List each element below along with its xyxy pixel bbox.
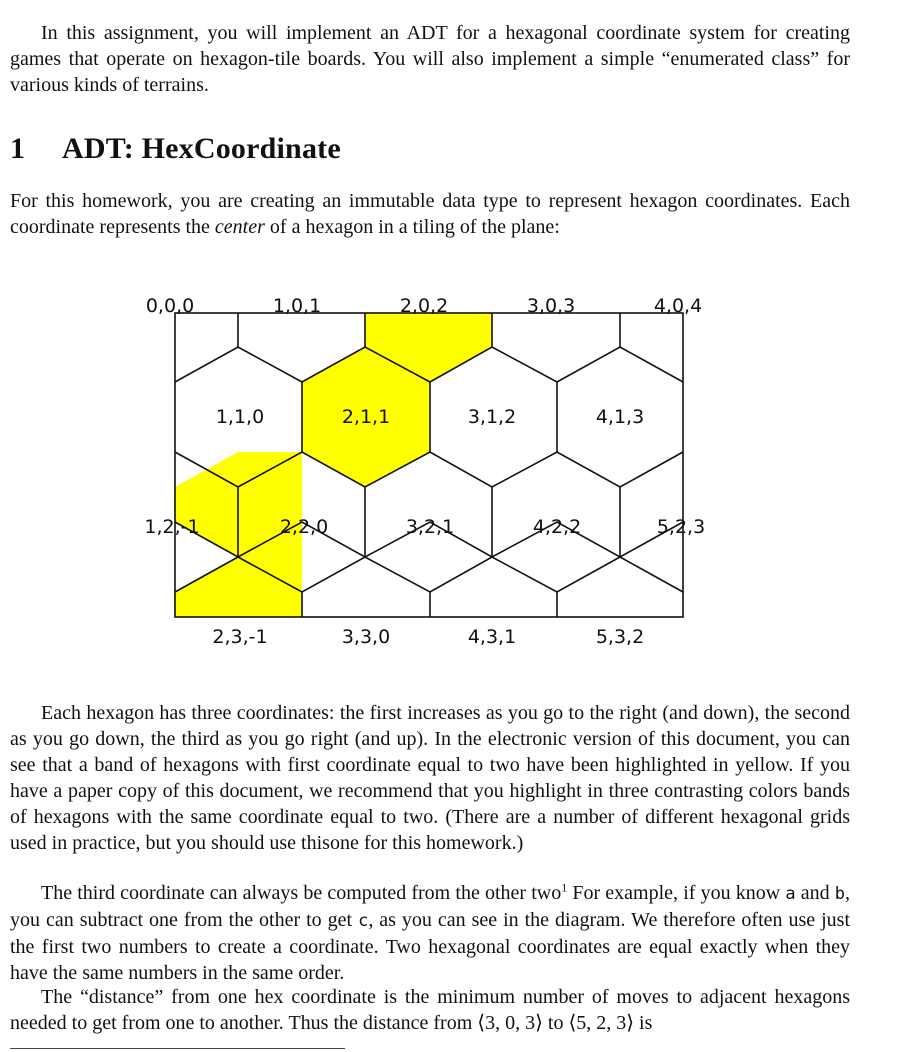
hex-label: 1,0,1	[272, 295, 322, 317]
hex-label: 3,1,2	[467, 406, 517, 428]
hex-label: 3,0,3	[526, 295, 576, 317]
code-c: c	[358, 911, 369, 931]
hex-label: 0,0,0	[145, 295, 195, 317]
p1-text-before: For this homework, you are creating an immutable data type to represent hexagon coordinates. Each coordinate represents the	[10, 190, 850, 238]
hex-label: 2,0,2	[399, 295, 449, 317]
hex-label: 3,2,1	[405, 516, 455, 538]
hex-label: 1,1,0	[215, 406, 265, 428]
p3-text: and	[795, 882, 835, 904]
code-b: b	[834, 884, 845, 904]
p3-text: , as you can see in the diagram. We therefore often use just the first two numbers to create a coordinate. Two hexagonal coordinates are equal exactly when they have the same numbers in the same order.	[10, 909, 851, 984]
section-number: 1	[10, 132, 26, 165]
p1-emphasis: center	[214, 216, 265, 238]
hex-label: 4,2,2	[532, 516, 582, 538]
hex-label: 4,0,4	[653, 295, 703, 317]
hex-vertical	[620, 557, 683, 592]
code-a: a	[785, 884, 796, 904]
hex-highlight-band	[175, 313, 492, 617]
p3-text: , you can subtract one from the other to get	[10, 882, 850, 931]
hex-label: 1,2,-1	[144, 516, 200, 538]
p3-text: The third coordinate can always be computed from the other two	[41, 882, 562, 904]
paragraph-coordinates: Each hexagon has three coordinates: the first increases as you go to the right (and down), the second as you go down, the third as you go right (and up). In the electronic version of this document, you can see that a band of hexagons with first coordinate equal to two have been highlighted in yellow. If you have a paper copy of this document, we recommend that you highlight in three contrasting colors bands of hexagons with the same coordinate equal to two. (There are a number of different hexagonal grids used in practice, but you should use thisone for this homework.)	[10, 702, 850, 854]
section-title: ADT: HexCoordinate	[62, 132, 341, 165]
hex-label: 3,3,0	[341, 626, 391, 648]
footnote-rule	[10, 1048, 345, 1049]
paragraph-distance: The “distance” from one hex coordinate is the minimum number of moves to adjacent hexagons needed to get from one to another. Thus the distance from ⟨3, 0, 3⟩ to ⟨5, 2, 3⟩ is	[10, 986, 850, 1034]
hex-label: 4,3,1	[467, 626, 517, 648]
p3-text: For example, if you know	[567, 882, 786, 904]
p1-text-after: of a hexagon in a tiling of the plane:	[264, 216, 560, 238]
hex-grid-figure	[140, 290, 720, 650]
paragraph-intro-adt	[10, 188, 850, 240]
footnote-marker[interactable]: 1	[561, 880, 568, 895]
hex-label: 4,1,3	[595, 406, 645, 428]
hex-label: 2,2,0	[279, 516, 329, 538]
section-heading	[10, 132, 341, 166]
hex-label: 2,1,1	[341, 406, 391, 428]
hex-label: 5,2,3	[656, 516, 706, 538]
hex-label: 2,3,-1	[212, 626, 268, 648]
hex-label: 5,3,2	[595, 626, 645, 648]
intro-paragraph: In this assignment, you will implement an ADT for a hexagonal coordinate system for creating games that operate on hexagon-tile boards. You will also implement a simple “enumerated class” for various kinds of terrains.	[10, 22, 850, 96]
paragraph-third-coordinate	[10, 880, 850, 986]
